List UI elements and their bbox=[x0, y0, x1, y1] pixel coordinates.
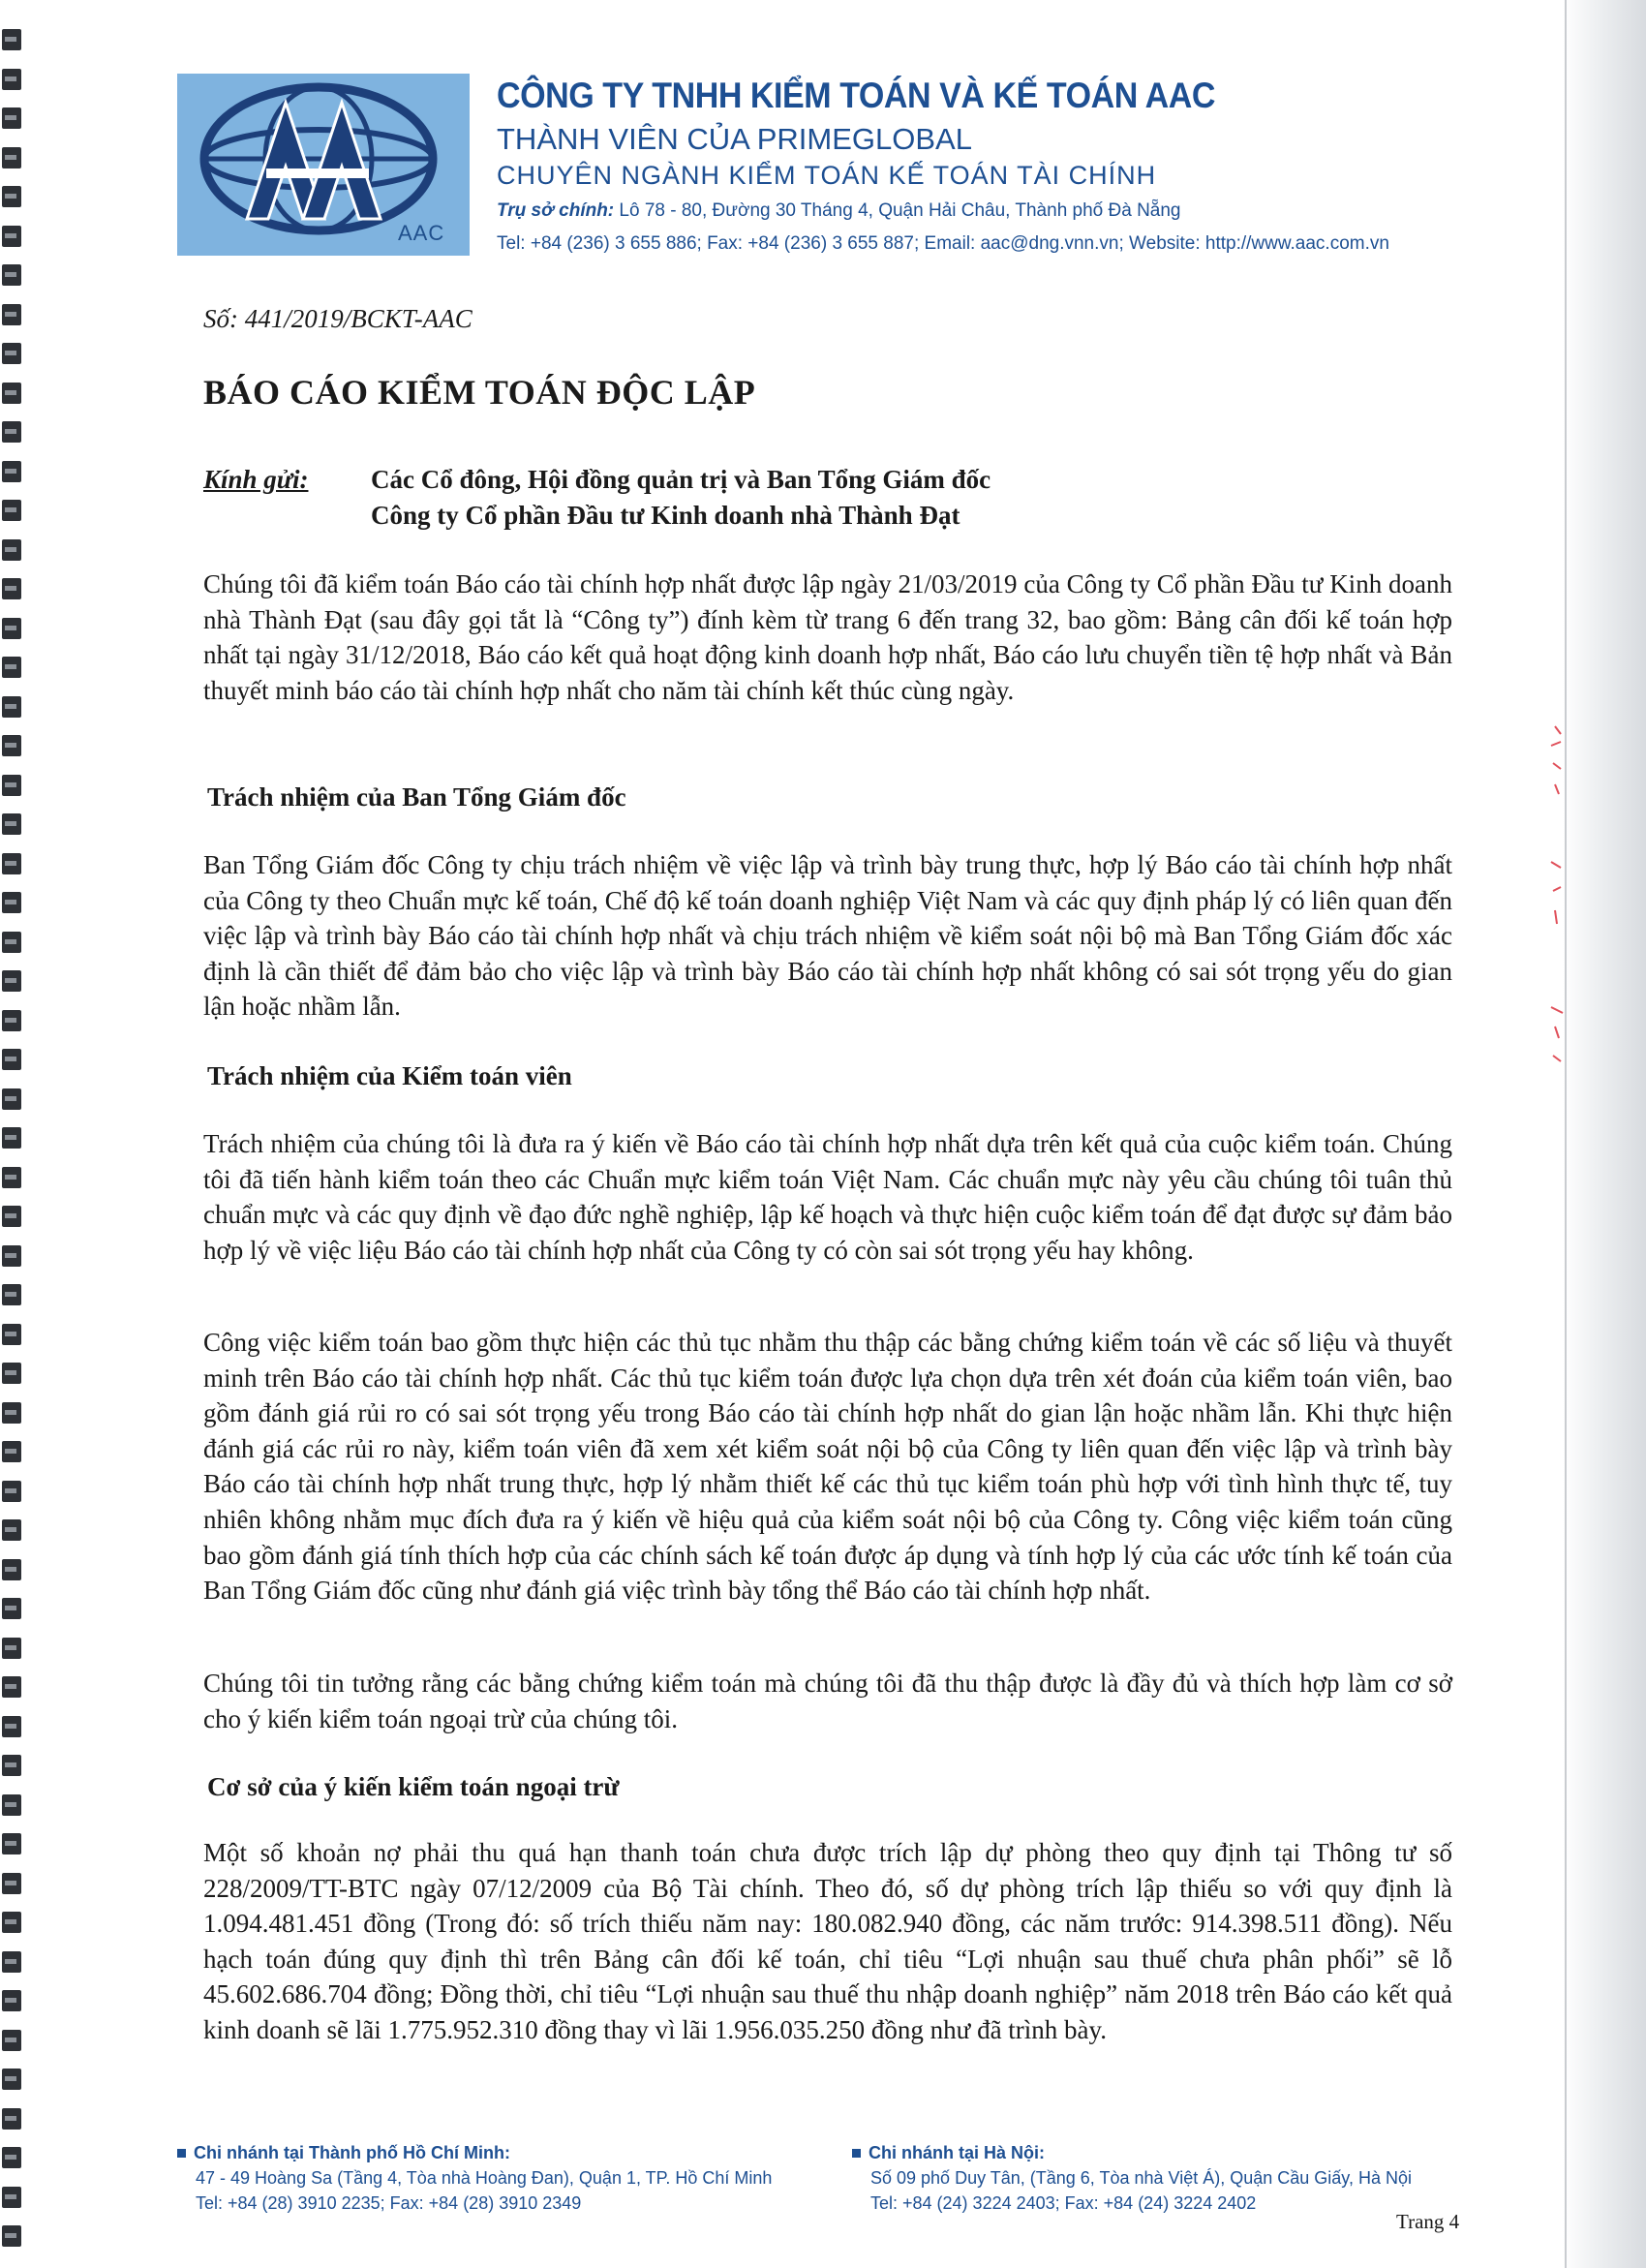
heading-management-responsibility: Trách nhiệm của Ban Tổng Giám đốc bbox=[207, 782, 626, 812]
specialty: CHUYÊN NGÀNH KIỂM TOÁN KẾ TOÁN TÀI CHÍNH bbox=[497, 161, 1157, 190]
binding-ring bbox=[2, 1088, 21, 1110]
binding-ring bbox=[2, 932, 21, 953]
binding-ring bbox=[2, 383, 21, 404]
binding-ring bbox=[2, 1284, 21, 1305]
management-paragraph: Ban Tổng Giám đốc Công ty chịu trách nhiệm về việc lập và trình bày trung thực, hợp lý Báo cáo tài chính hợp nhất của Công ty theo Chuẩn mực kế toán, Chế độ kế toán doanh nghiệp Việt Nam và các quy định pháp lý có liên quan đến việc lập và trình bày Báo cáo tài chính hợp nhất và chịu trách nhiệm về kiểm soát nội bộ mà Ban Tổng Giám đốc xác định là cần thiết để đảm bảo cho việc lập và trình bày Báo cáo tài chính hợp nhất không có sai sót trọng yếu do gian lận hoặc nhầm lẫn. bbox=[203, 850, 1452, 1022]
binding-ring bbox=[2, 1049, 21, 1070]
binding-ring bbox=[2, 539, 21, 561]
binding-ring bbox=[2, 1206, 21, 1227]
binding-ring bbox=[2, 1598, 21, 1619]
addressee-line-2: Công ty Cổ phần Đầu tư Kinh doanh nhà Thành Đạt bbox=[371, 501, 960, 530]
binding-ring bbox=[2, 813, 21, 835]
binding-ring bbox=[2, 304, 21, 325]
binding-ring bbox=[2, 1833, 21, 1854]
binding-ring bbox=[2, 657, 21, 678]
hn-branch-title: Chi nhánh tại Hà Nội: bbox=[869, 2143, 1045, 2162]
page-number: Trang 4 bbox=[1396, 2210, 1460, 2233]
binding-ring bbox=[2, 1755, 21, 1776]
binding-ring bbox=[2, 1010, 21, 1031]
report-number: Số: 441/2019/BCKT-AAC bbox=[203, 304, 472, 333]
heading-qualified-opinion-basis: Cơ sở của ý kiến kiểm toán ngoại trừ bbox=[207, 1772, 620, 1801]
binding-ring bbox=[2, 1402, 21, 1424]
binding-ring bbox=[2, 892, 21, 913]
binding-ring bbox=[2, 69, 21, 90]
binding-ring bbox=[2, 775, 21, 796]
binding-ring bbox=[2, 461, 21, 482]
binding-ring bbox=[2, 107, 21, 129]
binding-ring bbox=[2, 1676, 21, 1698]
auditor-paragraph-3: Chúng tôi tin tưởng rằng các bằng chứng kiểm toán mà chúng tôi đã thu thập được là đầy đủ và thích hợp làm cơ sở cho ý kiến kiểm toán ngoại trừ của chúng tôi. bbox=[203, 1669, 1452, 1733]
head-office-label: Trụ sở chính: bbox=[497, 200, 615, 221]
binding-ring bbox=[2, 1951, 21, 1973]
paper-edge-line bbox=[1565, 0, 1567, 2268]
company-name: CÔNG TY TNHH KIỂM TOÁN VÀ KẾ TOÁN AAC bbox=[497, 76, 1215, 115]
hcm-branch-title: Chi nhánh tại Thành phố Hồ Chí Minh: bbox=[194, 2143, 510, 2162]
binding-ring bbox=[2, 2187, 21, 2208]
binding-ring bbox=[2, 500, 21, 521]
binding-ring bbox=[2, 618, 21, 639]
auditor-paragraph-1: Trách nhiệm của chúng tôi là đưa ra ý kiến về Báo cáo tài chính hợp nhất dựa trên kết quả của cuộc kiểm toán. Chúng tôi đã tiến hành kiểm toán theo các Chuẩn mực kiểm toán Việt Nam. Các chuẩn mực này yêu cầu chúng tôi tuân thủ chuẩn mực và các quy định về đạo đức nghề nghiệp, lập kế hoạch và thực hiện cuộc kiểm toán để đạt được sự đảm bảo hợp lý về việc liệu Báo cáo tài chính hợp nhất của Công ty có còn sai sót trọng yếu hay không. bbox=[203, 1129, 1452, 1265]
red-stamp-mark bbox=[1541, 717, 1570, 1085]
hn-branch-address: Số 09 phố Duy Tân, (Tầng 6, Tòa nhà Việt Á), Quận Cầu Giấy, Hà Nội bbox=[870, 2168, 1412, 2188]
binding-ring bbox=[2, 343, 21, 364]
bullet-square-icon bbox=[852, 2149, 861, 2158]
binding-ring bbox=[2, 696, 21, 718]
binding-ring bbox=[2, 186, 21, 207]
binding-ring bbox=[2, 1912, 21, 1933]
binding-ring bbox=[2, 421, 21, 443]
binding-ring bbox=[2, 264, 21, 286]
bullet-square-icon bbox=[177, 2149, 186, 2158]
contact-info: Tel: +84 (236) 3 655 886; Fax: +84 (236) 3 655 887; Email: aac@dng.vnn.vn; Website: http://www.aac.com.vn bbox=[497, 233, 1389, 254]
hcm-branch-contact: Tel: +84 (28) 3910 2235; Fax: +84 (28) 3910 2349 bbox=[196, 2193, 582, 2213]
report-title: BÁO CÁO KIỂM TOÁN ĐỘC LẬP bbox=[203, 373, 756, 412]
binding-ring bbox=[2, 1716, 21, 1737]
hcm-branch-address: 47 - 49 Hoàng Sa (Tầng 4, Tòa nhà Hoàng Đan), Quận 1, TP. Hồ Chí Minh bbox=[196, 2168, 773, 2188]
footer-hcm-branch bbox=[177, 2140, 772, 2216]
binding-ring bbox=[2, 1481, 21, 1502]
binding-ring bbox=[2, 578, 21, 599]
binding-ring bbox=[2, 2108, 21, 2130]
addressee-line-1: Các Cổ đông, Hội đồng quản trị và Ban Tổng Giám đốc bbox=[371, 465, 991, 494]
binding-ring bbox=[2, 1559, 21, 1580]
binding-ring bbox=[2, 2030, 21, 2051]
addressee-label: Kính gửi: bbox=[203, 465, 309, 494]
binding-ring bbox=[2, 226, 21, 247]
intro-paragraph: Chúng tôi đã kiểm toán Báo cáo tài chính hợp nhất được lập ngày 21/03/2019 của Công ty Cổ phần Đầu tư Kinh doanh nhà Thành Đạt (sau đây gọi tắt là “Công ty”) đính kèm từ trang 6 đến trang 32, bao gồm: Bảng cân đối kế toán hợp nhất tại ngày 31/12/2018, Báo cáo kết quả hoạt động kinh doanh hợp nhất, Báo cáo lưu chuyển tiền tệ hợp nhất và Bản thuyết minh báo cáo tài chính hợp nhất cho năm tài chính kết thúc cùng ngày. bbox=[203, 569, 1452, 705]
paper-edge-shadow bbox=[1563, 0, 1646, 2268]
binding-ring bbox=[2, 147, 21, 169]
binding-ring bbox=[2, 1245, 21, 1267]
binding-ring bbox=[2, 1873, 21, 1894]
binding-ring bbox=[2, 1794, 21, 1816]
binding-ring bbox=[2, 853, 21, 874]
head-office-address: Lô 78 - 80, Đường 30 Tháng 4, Quận Hải Châu, Thành phố Đà Nẵng bbox=[614, 200, 1181, 221]
binding-ring bbox=[2, 1638, 21, 1659]
logo-text: AAC bbox=[398, 221, 445, 245]
binding-ring bbox=[2, 1324, 21, 1345]
spiral-binding bbox=[0, 0, 25, 2268]
binding-ring bbox=[2, 735, 21, 756]
binding-ring bbox=[2, 1990, 21, 2011]
hn-branch-contact: Tel: +84 (24) 3224 2403; Fax: +84 (24) 3224 2402 bbox=[870, 2193, 1257, 2213]
head-office bbox=[497, 200, 1181, 222]
binding-ring bbox=[2, 2069, 21, 2090]
company-logo bbox=[177, 74, 470, 256]
heading-auditor-responsibility: Trách nhiệm của Kiểm toán viên bbox=[207, 1061, 572, 1090]
basis-paragraph: Một số khoản nợ phải thu quá hạn thanh toán chưa được trích lập dự phòng theo quy định tại Thông tư số 228/2009/TT-BTC ngày 07/12/2009 của Bộ Tài chính. Theo đó, số dự phòng trích lập thiếu so với quy định là 1.094.481.451 đồng (Trong đó: số trích thiếu năm nay: 180.082.940 đồng, các năm trước: 914.398.511 đồng). Nếu hạch toán đúng quy định thì trên Bảng cân đối kế toán, chỉ tiêu “Lợi nhuận sau thuế chưa phân phối” sẽ lỗ 45.602.686.704 đồng; Đồng thời, chỉ tiêu “Lợi nhuận sau thuế thu nhập doanh nghiệp” năm 2018 trên Báo cáo kết quả kinh doanh sẽ lãi 1.775.952.310 đồng thay vì lãi 1.956.035.250 đồng như đã trình bày. bbox=[203, 1838, 1452, 2044]
binding-ring bbox=[2, 2225, 21, 2247]
footer-hn-branch bbox=[852, 2140, 1412, 2216]
binding-ring bbox=[2, 1127, 21, 1149]
binding-ring bbox=[2, 1519, 21, 1541]
binding-ring bbox=[2, 29, 21, 50]
binding-ring bbox=[2, 1441, 21, 1462]
member-of: THÀNH VIÊN CỦA PRIMEGLOBAL bbox=[497, 122, 972, 156]
binding-ring bbox=[2, 970, 21, 992]
binding-ring bbox=[2, 1363, 21, 1384]
binding-ring bbox=[2, 1167, 21, 1188]
binding-ring bbox=[2, 2147, 21, 2168]
auditor-paragraph-2: Công việc kiểm toán bao gồm thực hiện các thủ tục nhằm thu thập các bằng chứng kiểm toán về các số liệu và thuyết minh trên Báo cáo tài chính hợp nhất. Các thủ tục kiểm toán được lựa chọn dựa trên xét đoán của kiểm toán viên, bao gồm đánh giá rủi ro có sai sót trọng yếu trong Báo cáo tài chính hợp nhất do gian lận hoặc nhầm lẫn. Khi thực hiện đánh giá các rủi ro này, kiểm toán viên đã xem xét kiểm soát nội bộ của Công ty liên quan đến việc lập và trình bày Báo cáo tài chính hợp nhất trung thực, hợp lý nhằm thiết kế các thủ tục kiểm toán phù hợp với tình hình thực tế, tuy nhiên không nhằm mục đích đưa ra ý kiến về hiệu quả của kiểm soát nội bộ của Công ty. Công việc kiểm toán cũng bao gồm đánh giá tính thích hợp của các chính sách kế toán được áp dụng và tính hợp lý của các ước tính kế toán của Ban Tổng Giám đốc cũng như đánh giá việc trình bày tổng thể Báo cáo tài chính hợp nhất. bbox=[203, 1328, 1452, 1606]
